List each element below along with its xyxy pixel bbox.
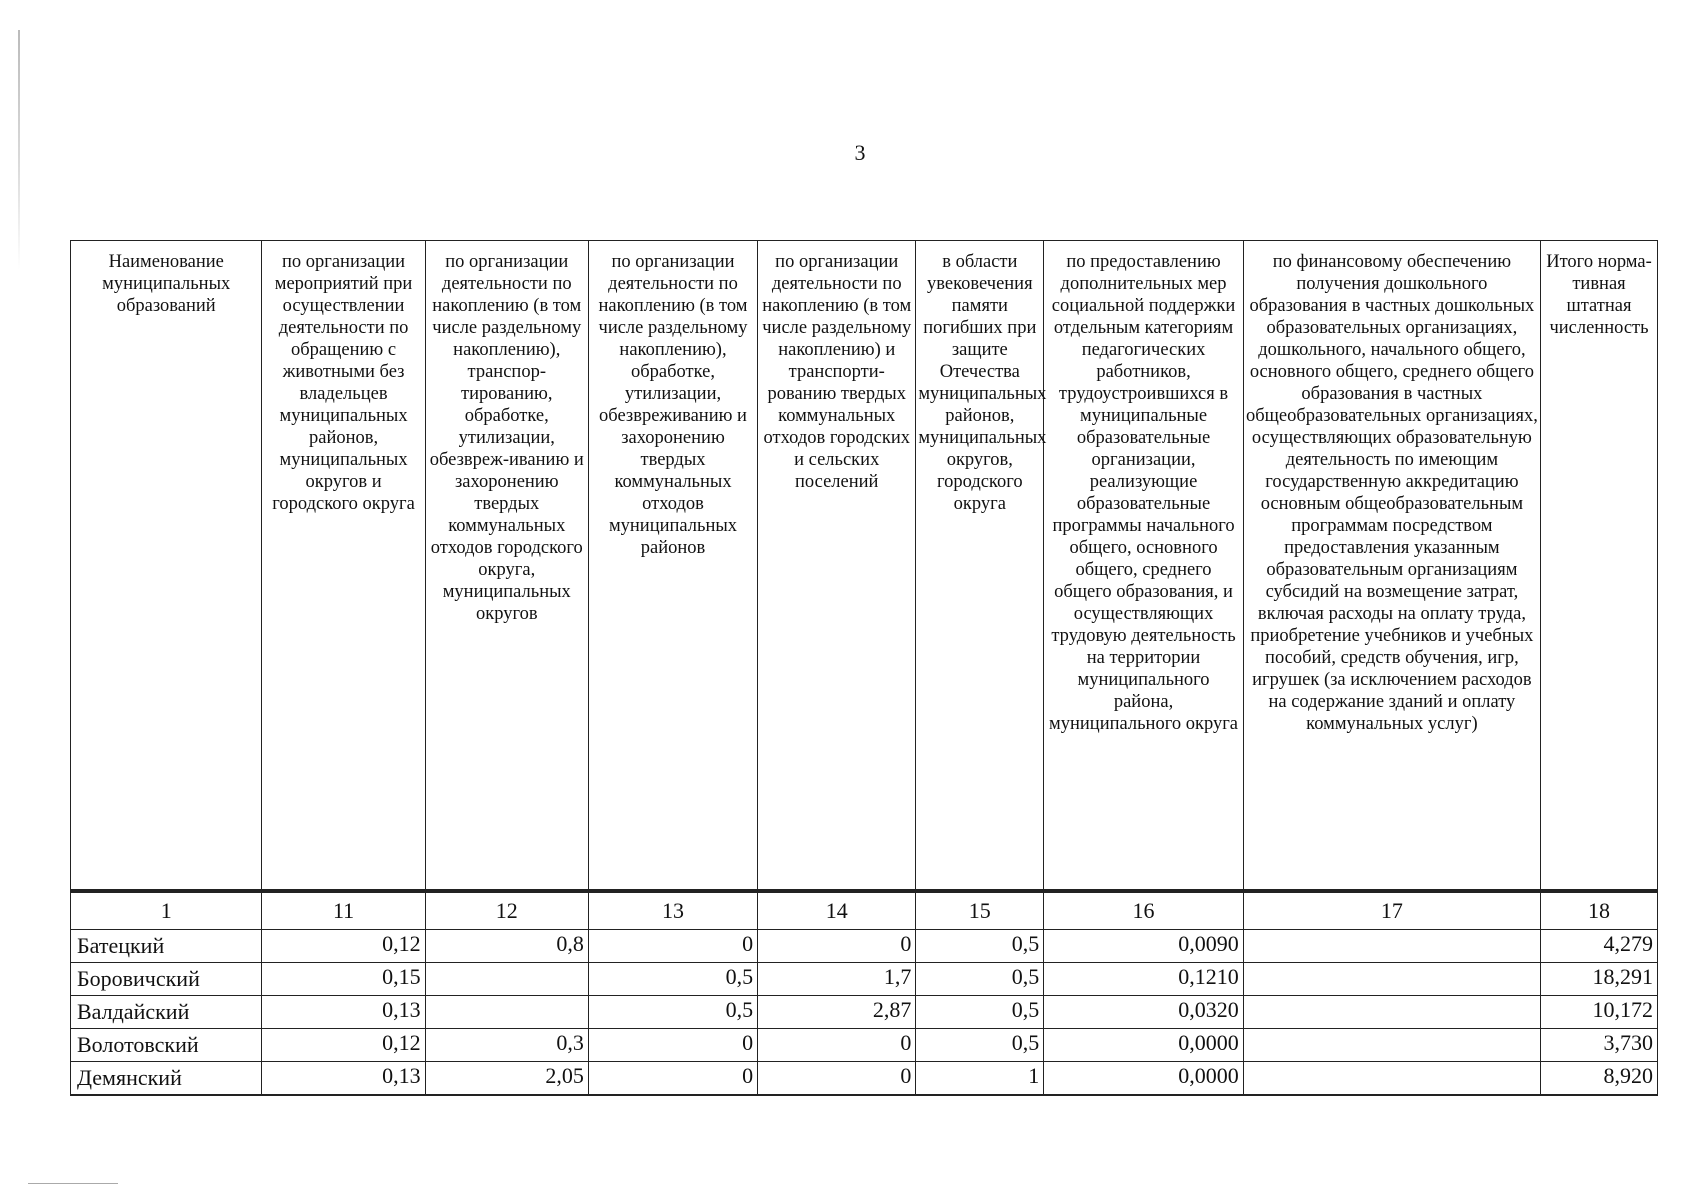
header-cell: Итого норма-тивная штатная численность [1541,241,1658,891]
table-cell: 0 [758,1061,916,1095]
header-cell: по организации деятельности по накоплению (в том числе раздельному накоплению), транспор-тированию, обработке, утилизации, обезвреж-иванию и захоронению твердых коммунальных отходов городского округа, муниципальных округов [425,241,588,891]
table-cell: 0 [588,929,757,962]
header-cell: по предоставлению дополнительных мер социальной поддержки отдельным категориям педагогических работников, трудоустроившихся в муниципальные образовательные организации, реализующие образовательные программы начального общего, основного общего, среднего общего образования, и осуществляющих трудовую деятельность на территории муниципального района, муниципального округа [1044,241,1244,891]
header-cell: по организации деятельности по накоплению (в том числе раздельному накоплению), обработке, утилизации, обезвреживанию и захоронению твердых коммунальных отходов муниципальных районов [588,241,757,891]
table-cell: 2,87 [758,995,916,1028]
table-cell: 0 [588,1028,757,1061]
table-cell: 0,0320 [1044,995,1244,1028]
table-cell: 0,5 [588,962,757,995]
column-number: 16 [1044,891,1244,930]
table-cell: 4,279 [1541,929,1658,962]
table-cell: 0,8 [425,929,588,962]
table-cell: 0,0090 [1044,929,1244,962]
municipality-name: Волотовский [71,1028,262,1061]
column-number: 14 [758,891,916,930]
header-row [71,241,1658,891]
table-cell: 3,730 [1541,1028,1658,1061]
table-cell: 0,15 [262,962,425,995]
header-cell: по финансовому обеспечению получения дошкольного образования в частных дошкольных образовательных организациях, дошкольного, начального общего, основного общего, среднего общего образования в частных общеобразовательных организациях, осуществляющих образовательную деятельность по имеющим государственную аккредитацию основным общеобразовательным программам посредством предоставления указанным образовательным организациям субсидий на возмещение затрат, включая расходы на оплату труда, приобретение учебников и учебных пособий, средств обучения, игр, игрушек (за исключением расходов на содержание зданий и оплату коммунальных услуг) [1243,241,1540,891]
column-number: 13 [588,891,757,930]
table-row [71,962,1658,995]
table-cell: 18,291 [1541,962,1658,995]
table-cell: 1 [916,1061,1044,1095]
table-cell: 0,5 [916,1028,1044,1061]
municipality-name: Валдайский [71,995,262,1028]
column-number-row [71,891,1658,930]
column-number: 12 [425,891,588,930]
table-cell: 0,0000 [1044,1061,1244,1095]
table-cell [1243,995,1540,1028]
table-cell [1243,929,1540,962]
table-cell: 0,13 [262,995,425,1028]
table-cell: 0,1210 [1044,962,1244,995]
municipality-name: Батецкий [71,929,262,962]
scan-footer-mark [28,1183,118,1184]
staffing-table [70,240,1658,1096]
table-cell: 0,12 [262,929,425,962]
table-cell: 0,5 [916,962,1044,995]
table-cell: 2,05 [425,1061,588,1095]
table-cell: 0,3 [425,1028,588,1061]
table-cell: 0,5 [916,929,1044,962]
table-cell: 10,172 [1541,995,1658,1028]
page-number: 3 [854,140,866,165]
municipality-name: Боровичский [71,962,262,995]
table-cell: 0,12 [262,1028,425,1061]
column-number: 15 [916,891,1044,930]
table-cell: 0,0000 [1044,1028,1244,1061]
table-cell: 0 [588,1061,757,1095]
header-cell: в области увековечения памяти погибших при защите Отечества муниципальных районов, муниципальных округов, городского округа [916,241,1044,891]
table-cell: 0,5 [916,995,1044,1028]
header-cell: по организации деятельности по накоплению (в том числе раздельному накоплению) и транспорти-рованию твердых коммунальных отходов городских и сельских поселений [758,241,916,891]
table-cell: 0,13 [262,1061,425,1095]
municipality-name: Демянский [71,1061,262,1095]
table-cell [425,995,588,1028]
table-cell [425,962,588,995]
table-cell: 1,7 [758,962,916,995]
table-row [71,1061,1658,1095]
table-cell: 0 [758,1028,916,1061]
table-cell: 8,920 [1541,1061,1658,1095]
table-cell [1243,1061,1540,1095]
column-number: 11 [262,891,425,930]
table-cell: 0 [758,929,916,962]
column-number: 18 [1541,891,1658,930]
header-cell: по организации мероприятий при осуществлении деятельности по обращению с животными без владельцев муниципальных районов, муниципальных округов и городского округа [262,241,425,891]
table-row [71,1028,1658,1061]
table-row [71,929,1658,962]
table-row [71,995,1658,1028]
table-cell: 0,5 [588,995,757,1028]
header-cell: Наименование муниципальных образований [71,241,262,891]
table-cell [1243,1028,1540,1061]
column-number: 17 [1243,891,1540,930]
column-number: 1 [71,891,262,930]
table-cell [1243,962,1540,995]
